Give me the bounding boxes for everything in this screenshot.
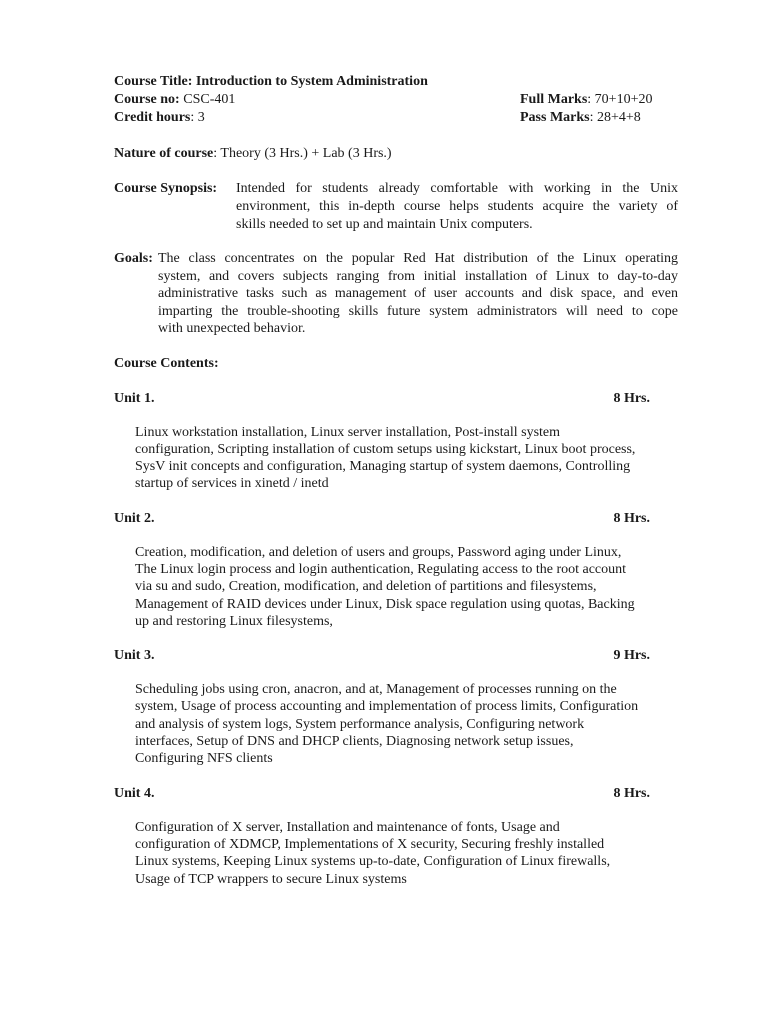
unit-line: configuration of XDMCP, Implementations of X security, Securing freshly installed — [135, 836, 605, 852]
course-synopsis — [114, 180, 678, 234]
synopsis-label: Course Synopsis: — [114, 181, 218, 196]
unit-hours: 8 Hrs. — [613, 785, 650, 801]
unit-line: up and restoring Linux filesystems, — [135, 613, 333, 629]
course-title-value: Introduction to System Administration — [195, 74, 428, 89]
unit-line: Usage of TCP wrappers to secure Linux systems — [135, 871, 407, 887]
unit-title: Unit 2. — [114, 510, 155, 526]
unit-description — [135, 424, 680, 493]
course-title-line — [114, 73, 678, 91]
unit-hours: 8 Hrs. — [613, 510, 650, 526]
pass-marks-value: : 28+4+8 — [589, 110, 641, 125]
unit-description — [135, 681, 680, 767]
unit-line: Linux systems, Keeping Linux systems up-to-date, Configuration of Linux firewalls, — [135, 854, 611, 870]
unit-line: SysV init concepts and configuration, Managing startup of system daemons, Controlling — [135, 459, 631, 475]
unit-line: system, Usage of process accounting and implementation of process limits, Configuration — [135, 699, 639, 715]
unit-title: Unit 3. — [114, 648, 155, 664]
course-title-label: Course Title: — [114, 74, 193, 89]
nature-label: Nature of course — [114, 146, 214, 161]
goals-line: system, and covers subjects ranging from initial installation of Linux to day-to-day — [158, 268, 678, 284]
unit-line: Scheduling jobs using cron, anacron, and at, Management of processes running on the — [135, 682, 617, 698]
unit-title: Unit 1. — [114, 390, 155, 406]
unit-line: startup of services in xinetd / inetd — [135, 476, 329, 492]
course-contents-heading: Course Contents: — [114, 355, 219, 371]
synopsis-line: Intended for students already comfortable with working in the Unix — [236, 181, 678, 196]
goals-line: with unexpected behavior. — [158, 321, 306, 336]
unit-line: Management of RAID devices under Linux, Disk space regulation using quotas, Backing — [135, 596, 635, 612]
course-goals — [114, 250, 678, 338]
synopsis-text — [236, 180, 678, 234]
unit-line: configuration, Scripting installation of custom setups using kickstart, Linux boot process, — [135, 441, 636, 457]
unit-line: The Linux login process and login authentication, Regulating access to the root account — [135, 561, 627, 577]
pass-marks-label: Pass Marks — [520, 110, 590, 125]
full-marks-label: Full Marks — [520, 92, 588, 107]
unit-section — [114, 510, 678, 630]
unit-description — [135, 819, 680, 888]
synopsis-line: skills needed to set up and maintain Unix computers. — [236, 217, 533, 232]
credit-hours-line — [114, 109, 678, 127]
unit-line: and analysis of system logs, System performance analysis, Configuring network — [135, 716, 585, 732]
course-no-label: Course no: — [114, 92, 180, 107]
unit-section — [114, 647, 678, 767]
unit-hours: 8 Hrs. — [613, 390, 650, 406]
unit-hours: 9 Hrs. — [613, 648, 650, 664]
credit-hours-value: : 3 — [190, 110, 205, 125]
course-no-line — [114, 91, 678, 109]
unit-line: Configuring NFS clients — [135, 751, 273, 767]
full-marks-value: : 70+10+20 — [587, 92, 653, 107]
unit-header — [114, 510, 650, 528]
unit-line: Configuration of X server, Installation and maintenance of fonts, Usage and — [135, 819, 560, 835]
goals-line: imparting the trouble-shooting skills future system administrators will need to cope — [158, 303, 678, 319]
unit-line: interfaces, Setup of DNS and DHCP clients, Diagnosing network setup issues, — [135, 734, 574, 750]
unit-header — [114, 647, 650, 665]
unit-section — [114, 785, 678, 888]
unit-header — [114, 390, 650, 408]
synopsis-line: environment, this in-depth course helps students acquire the variety of — [236, 199, 678, 214]
unit-description — [135, 544, 680, 630]
goals-line: The class concentrates on the popular Red Hat distribution of the Linux operating — [158, 251, 678, 266]
nature-of-course-line — [114, 145, 678, 163]
course-no-value: CSC-401 — [183, 92, 236, 107]
unit-line: Linux workstation installation, Linux server installation, Post-install system — [135, 424, 561, 440]
unit-line: via su and sudo, Creation, modification, and deletion of partitions and filesystems, — [135, 579, 597, 595]
nature-value: : Theory (3 Hrs.) + Lab (3 Hrs.) — [213, 146, 392, 161]
goals-label: Goals: — [114, 251, 153, 266]
syllabus-page — [114, 73, 678, 888]
unit-line: Creation, modification, and deletion of users and groups, Password aging under Linux, — [135, 544, 622, 560]
credit-hours-label: Credit hours — [114, 110, 191, 125]
unit-section — [114, 390, 678, 493]
unit-header — [114, 785, 650, 803]
goals-line: administrative tasks such as management of user accounts and disk space, and even — [158, 286, 678, 301]
goals-text — [158, 250, 678, 338]
unit-title: Unit 4. — [114, 785, 155, 801]
